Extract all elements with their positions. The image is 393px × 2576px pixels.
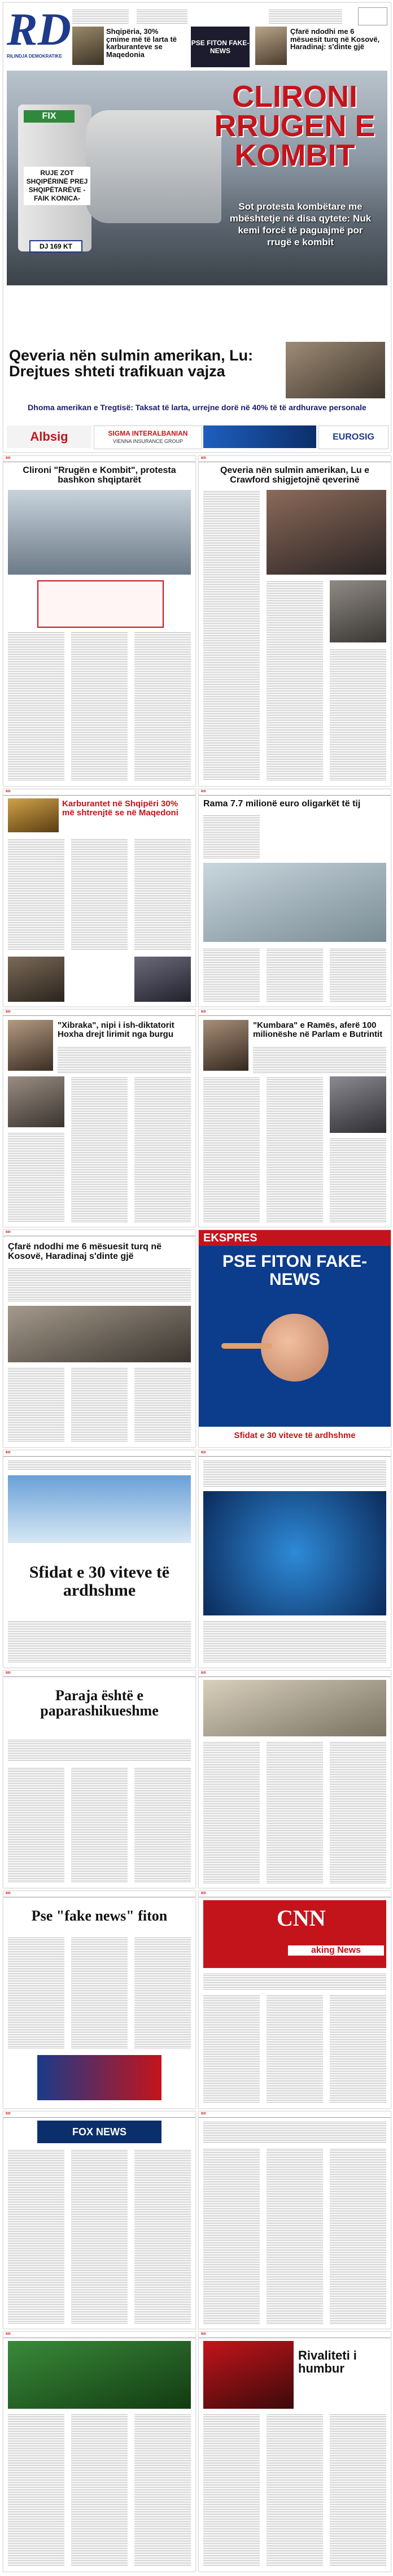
page-10-intro	[8, 1459, 191, 1471]
top-story-2[interactable]: Çfarë ndodhi me 6 mësuesit turq në Kosovë, Haradinaj: s'dinte gjë	[290, 27, 380, 51]
page-header: RD	[3, 1891, 195, 1897]
page-6-col-3	[134, 1076, 191, 1222]
page-header: RD	[3, 1671, 195, 1677]
page-3-headline[interactable]: Qeveria nën sulmin amerikan, Lu e Crawford shigjetojnë qeverinë	[220, 466, 370, 485]
masthead-subtitle: RILINDJA DEMOKRATIKE	[7, 54, 62, 59]
ad-eurosig-label: EUROSIG	[333, 432, 374, 442]
page-10	[3, 1450, 196, 1668]
masthead-info-3	[269, 8, 342, 24]
masthead-logo[interactable]	[7, 3, 71, 63]
page-19-col-2	[267, 2413, 323, 2567]
page-6-col-4	[8, 1132, 64, 1222]
page-19	[198, 2331, 391, 2572]
page-header: RD	[3, 2332, 195, 2338]
page-12-col-1	[8, 1739, 191, 1761]
page-9-footer[interactable]: Sfidat e 30 viteve të ardhshme	[234, 1431, 356, 1440]
page-18-col-3	[134, 2413, 191, 2567]
page-2-headline[interactable]: Clironi "Rrugën e Kombit", protesta bashkon shqiptarët	[23, 466, 176, 485]
pinocchio-nose	[221, 1343, 272, 1349]
map-photo	[203, 1680, 386, 1736]
page-header: RD	[199, 1891, 391, 1897]
page-15-col-1	[203, 1973, 386, 1989]
ad-sigma-sub: VIENNA INSURANCE GROUP	[112, 438, 184, 444]
page-11-col-2	[203, 1620, 386, 1663]
page-header: RD	[3, 1450, 195, 1457]
page-16	[3, 2111, 196, 2329]
fox-news-label: FOX NEWS	[72, 2126, 126, 2138]
sky-photo	[8, 1475, 191, 1543]
page-7-col-3	[267, 1076, 323, 1222]
cnn-banner: aking News	[288, 1945, 384, 1956]
hero-photo	[7, 71, 387, 285]
page-4-headline[interactable]: Karburantet në Shqipëri 30% më shtrenjtë se në Maqedoni	[62, 799, 178, 818]
fuel-photo	[8, 798, 59, 832]
page-7-headline[interactable]: "Kumbara" e Ramës, aferë 100 milionëshe në Parlam e Butrintit	[253, 1020, 383, 1039]
page-15-col-3	[267, 1994, 323, 2104]
page-14-col-2	[71, 1936, 128, 2049]
page-header: RD	[199, 456, 391, 462]
page-8	[3, 1230, 196, 1448]
masthead-info-1	[72, 8, 129, 24]
page-5-col-1	[203, 814, 260, 859]
page-10-col-1	[8, 1620, 191, 1663]
page-header: RD	[199, 2112, 391, 2118]
aerial-photo	[203, 863, 386, 942]
page-15-col-4	[330, 1994, 386, 2104]
page-8-col-1	[8, 1267, 191, 1301]
page-17-col-3	[267, 2148, 323, 2324]
page-4-col-3	[134, 838, 191, 951]
page-5-col-4	[330, 948, 386, 1002]
page-7	[198, 1009, 391, 1227]
truck-tank	[86, 110, 221, 223]
page-5-headline[interactable]: Rama 7.7 milionë euro oligarkët të tij	[203, 799, 361, 809]
page-8-col-3	[71, 1367, 128, 1443]
page-8-col-2	[8, 1367, 64, 1443]
page-13-col-3	[330, 1741, 386, 1883]
page-15-col-2	[203, 1994, 260, 2104]
page-17	[198, 2111, 391, 2329]
page-header: RD	[3, 789, 195, 796]
page-6-photo-2	[8, 1076, 64, 1127]
page-17-headline[interactable]: Rivaliteti i humbur	[298, 2348, 357, 2376]
page-11	[198, 1450, 391, 1668]
ad-sigma-label: SIGMA INTERALBANIAN	[108, 429, 188, 437]
page-5	[198, 789, 391, 1007]
page-11-headline[interactable]: Sfidat e 30 viteve të ardhshme	[29, 1563, 170, 1600]
protest-notice	[37, 580, 164, 628]
page-5-col-3	[267, 948, 323, 1002]
page-18-col-2	[71, 2413, 128, 2567]
top-story-thumb-1	[72, 27, 104, 65]
page-header: RD	[3, 2112, 195, 2118]
top-story-thumb-2	[255, 27, 287, 65]
sport-photo	[8, 2341, 191, 2409]
page-12-col-2	[8, 1767, 64, 1883]
page-4	[3, 789, 196, 1007]
page-9	[198, 1230, 391, 1448]
page-19-col-3	[330, 2413, 386, 2567]
page-2-col-2	[71, 631, 128, 781]
rama-photo	[203, 1020, 248, 1071]
page-3-col-1	[203, 490, 260, 781]
page-header: RD	[199, 2332, 391, 2338]
page-3-col-3	[330, 648, 386, 781]
ad-promo[interactable]	[203, 425, 316, 448]
page-header: RD	[199, 1671, 391, 1677]
page-18	[3, 2331, 196, 2572]
truck-slogan: RUJE ZOT SHQIPËRINË PREJ SHQIPËTARËVE -FAIK KONICA-	[24, 167, 90, 205]
page-13-col-2	[267, 1741, 323, 1883]
page-2-col-1	[8, 631, 64, 781]
top-badge[interactable]	[191, 27, 250, 67]
fake-news-cover	[199, 1246, 391, 1427]
top-badge-text: PSE FITON FAKE-NEWS	[191, 39, 250, 55]
top-story-1[interactable]: Shqipëria, 30% çmime më të larta të karburanteve se Maqedonia	[106, 27, 177, 59]
page-5-col-2	[203, 948, 260, 1002]
page-header: RD	[3, 1010, 195, 1016]
truck-brand: FIX	[24, 110, 75, 123]
page-14-col-1	[8, 1936, 64, 2049]
page-16-col-1	[8, 2149, 64, 2324]
page-6	[3, 1009, 196, 1227]
second-story-photo	[286, 342, 385, 398]
page-7-col-2	[203, 1076, 260, 1222]
cnn-graphic	[203, 1900, 386, 1968]
page-4-col-2	[71, 838, 128, 951]
page-4-photo-1	[8, 957, 64, 1002]
page-6-col-2	[71, 1076, 128, 1222]
page-13-col-1	[203, 1741, 260, 1883]
second-headline[interactable]: Qeveria nën sulmin amerikan, Lu: Drejtues shteti trafikuan vajza	[9, 347, 254, 380]
page-header: RD	[3, 456, 195, 462]
page-header: RD	[199, 1010, 391, 1016]
license-plate: DJ 169 KT	[29, 240, 82, 253]
officials-photo-1	[267, 490, 386, 575]
page-7-col-4	[330, 1137, 386, 1222]
ad-eurosig[interactable]	[318, 425, 388, 449]
page-13	[198, 1670, 391, 1888]
page-17-col-2	[203, 2148, 260, 2324]
page-7-photo-2	[330, 1076, 386, 1133]
masthead-date-box	[358, 7, 387, 25]
page-12	[3, 1670, 196, 1888]
page-14	[3, 1891, 196, 2109]
page-12-col-3	[71, 1767, 128, 1883]
ekspres-brand-bar	[199, 1230, 391, 1246]
page-8-headline[interactable]: Çfarë ndodhi me 6 mësuesit turq në Kosovë, Haradinaj s'dinte gjë	[8, 1242, 162, 1261]
earth-face-photo	[203, 1491, 386, 1615]
page-16-col-3	[134, 2149, 191, 2324]
page-header: RD	[199, 789, 391, 796]
page-18-col-1	[8, 2413, 64, 2567]
page-3-col-2	[267, 580, 323, 781]
protest-photo	[8, 490, 191, 575]
masthead-info-2	[137, 8, 187, 24]
page-16-col-2	[71, 2149, 128, 2324]
page-17-col-1	[203, 2121, 386, 2143]
page-header: RD	[199, 1450, 391, 1457]
page-6-headline[interactable]: "Xibraka", nipi i ish-diktatorit Hoxha drejt lirimit nga burgu	[58, 1020, 174, 1039]
ad-albsig[interactable]	[7, 425, 91, 448]
page-4-col-1	[8, 838, 64, 951]
ad-sigma[interactable]	[94, 425, 202, 449]
page-7-col-1	[253, 1046, 386, 1074]
page-12-col-4	[134, 1767, 191, 1883]
xibraka-photo	[8, 1020, 53, 1071]
ad-albsig-label: Albsig	[30, 429, 68, 444]
lead-headline[interactable]: CLIRONI RRUGEN E KOMBIT	[214, 80, 375, 172]
news-strip: Dhoma amerikan e Tregtisë: Taksat të larta, urrejne dorë në 40% të të ardhurave personale	[28, 403, 366, 412]
cnn-logo: CNN	[277, 1905, 326, 1931]
masthead-letters: RD	[7, 3, 71, 55]
page-17-col-4	[330, 2148, 386, 2324]
ekspres-brand: EKSPRES	[203, 1232, 257, 1244]
teachers-photo	[8, 1306, 191, 1362]
page-2-col-3	[134, 631, 191, 781]
page-15	[198, 1891, 391, 2109]
fox-news-badge	[37, 2121, 161, 2143]
page-3	[198, 455, 391, 787]
front-page	[3, 2, 391, 453]
page-6-col-1	[58, 1046, 191, 1074]
news-logos-photo	[37, 2055, 161, 2100]
page-header: RD	[3, 1230, 195, 1236]
page-2	[3, 455, 196, 787]
rivalry-photo	[203, 2341, 294, 2409]
page-14-headline[interactable]: Pse "fake news" fiton	[31, 1908, 168, 1924]
page-19-col-1	[203, 2413, 260, 2567]
lead-subheadline: Sot protesta kombëtare me mbështetje në disa qytete: Nuk kemi forcë të paguajmë por rrugë e kombit	[229, 201, 372, 247]
page-9-headline[interactable]: PSE FITON FAKE-NEWS	[222, 1252, 368, 1289]
officials-photo-2	[330, 580, 386, 642]
page-12-headline[interactable]: Paraja është e paparashikueshme	[40, 1687, 159, 1719]
page-11-col-1	[203, 1459, 386, 1488]
page-4-photo-2	[134, 957, 191, 1002]
page-8-col-4	[134, 1367, 191, 1443]
page-14-col-3	[134, 1936, 191, 2049]
